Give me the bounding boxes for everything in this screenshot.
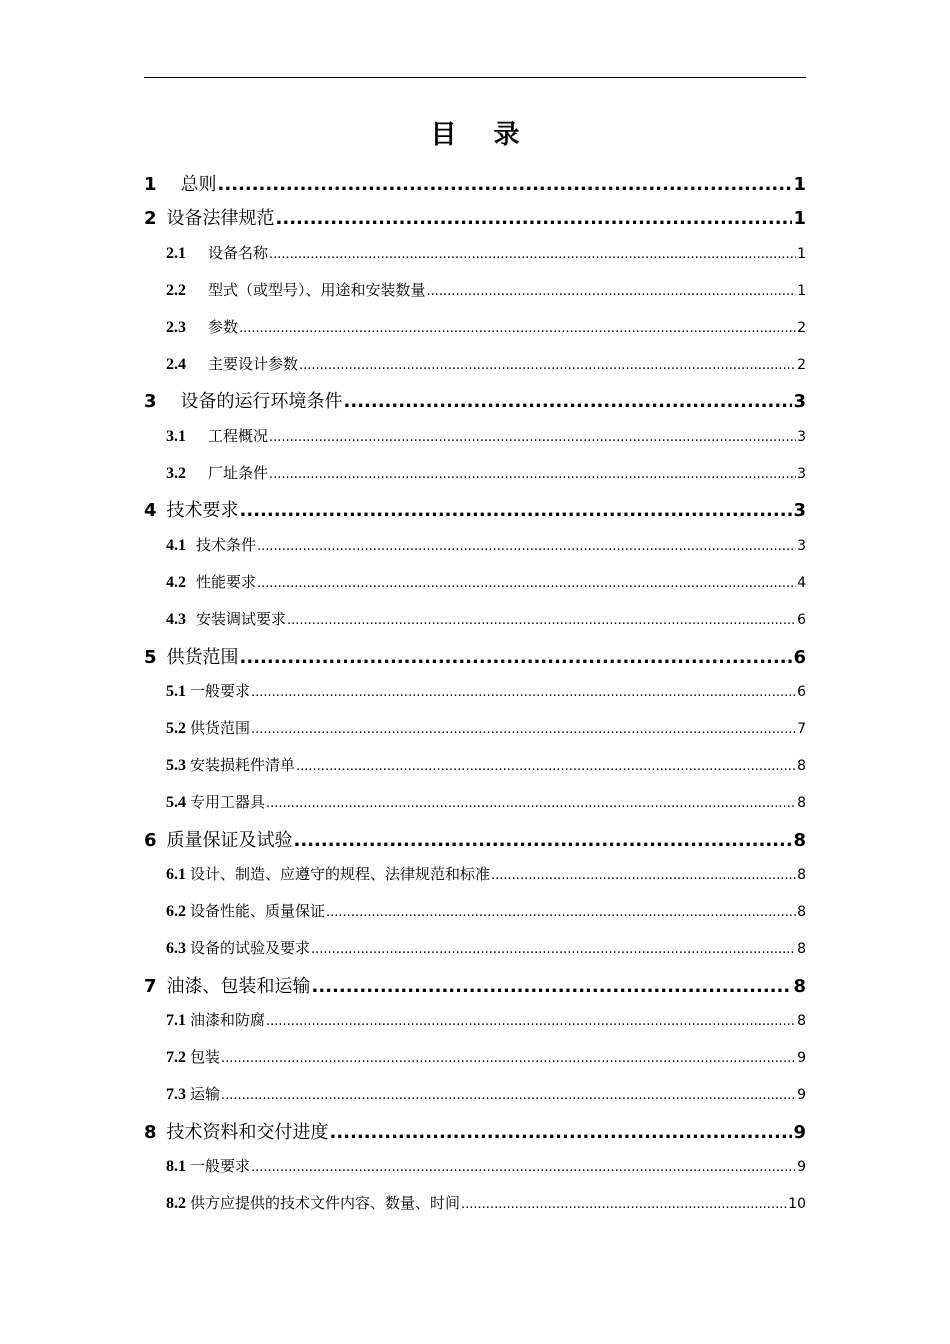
toc-dot-leader xyxy=(239,321,796,336)
toc-entry-number: 6.3 xyxy=(166,940,186,957)
toc-dot-leader xyxy=(344,391,793,412)
toc-entry-page-number: 9 xyxy=(797,1159,806,1175)
toc-entry-number: 2 xyxy=(144,208,157,229)
toc-entry-page-number: 3 xyxy=(793,391,806,412)
toc-dot-leader xyxy=(240,647,793,668)
toc-entry-page-number: 6 xyxy=(793,647,806,668)
toc-section-entry[interactable] xyxy=(166,863,806,884)
toc-section-entry[interactable] xyxy=(166,717,806,738)
toc-dot-leader xyxy=(427,284,797,299)
toc-entry-number: 3.1 xyxy=(166,428,186,445)
toc-entry-page-number: 9 xyxy=(793,1122,806,1143)
toc-title: 目 录 xyxy=(430,120,534,150)
toc-section-entry[interactable] xyxy=(166,1046,806,1067)
toc-chapter-entry[interactable] xyxy=(144,387,806,413)
toc-entry-number: 4.3 xyxy=(166,611,186,628)
toc-entry-number: 5.3 xyxy=(166,757,186,774)
toc-entry-page-number: 6 xyxy=(797,684,806,700)
toc-section-entry[interactable] xyxy=(166,242,806,263)
toc-dot-leader xyxy=(269,430,796,445)
toc-section-entry[interactable] xyxy=(166,680,806,701)
toc-entry-page-number: 8 xyxy=(797,904,806,920)
toc-entry-number: 6.1 xyxy=(166,866,186,883)
toc-section-entry[interactable] xyxy=(166,608,806,629)
toc-entry-title: 主要设计参数 xyxy=(208,355,299,373)
toc-dot-leader xyxy=(276,208,793,229)
toc-section-entry[interactable] xyxy=(166,279,806,300)
toc-entry-title: 设备法律规范 xyxy=(166,208,275,229)
toc-chapter-entry[interactable] xyxy=(144,972,806,998)
toc-chapter-entry[interactable] xyxy=(144,1118,806,1144)
toc-entry-page-number: 9 xyxy=(797,1087,806,1103)
toc-dot-leader xyxy=(251,1160,796,1175)
toc-entry-page-number: 8 xyxy=(797,941,806,957)
toc-entry-page-number: 7 xyxy=(797,721,806,737)
toc-entry-page-number: 2 xyxy=(797,320,806,336)
toc-dot-leader xyxy=(312,976,793,997)
toc-entry-title: 设计、制造、应遵守的规程、法律规范和标准 xyxy=(190,865,491,883)
toc-dot-leader xyxy=(330,1122,793,1143)
toc-entry-page-number: 9 xyxy=(797,1050,806,1066)
toc-dot-leader xyxy=(266,1014,796,1029)
toc-entry-page-number: 1 xyxy=(797,283,806,299)
toc-dot-leader xyxy=(221,1088,796,1103)
toc-entry-number: 3.2 xyxy=(166,465,186,482)
toc-entry-page-number: 3 xyxy=(797,466,806,482)
header-rule xyxy=(144,77,806,78)
toc-entry-number: 5.4 xyxy=(166,794,186,811)
toc-entry-title: 质量保证及试验 xyxy=(166,830,293,851)
toc-entry-number: 7.1 xyxy=(166,1012,186,1029)
toc-entry-page-number: 1 xyxy=(797,246,806,262)
toc-entry-number: 7.3 xyxy=(166,1086,186,1103)
toc-entry-title: 设备的试验及要求 xyxy=(190,939,311,957)
toc-entry-number: 2.1 xyxy=(166,245,186,262)
toc-entry-page-number: 8 xyxy=(797,758,806,774)
toc-entry-number: 7.2 xyxy=(166,1049,186,1066)
toc-entry-page-number: 1 xyxy=(793,208,806,229)
toc-chapter-entry[interactable] xyxy=(144,826,806,852)
toc-entry-number: 7 xyxy=(144,976,157,997)
toc-entry-title: 油漆和防腐 xyxy=(190,1011,266,1029)
toc-entry-page-number: 4 xyxy=(797,575,806,591)
toc-dot-leader xyxy=(269,247,796,262)
toc-section-entry[interactable] xyxy=(166,1192,806,1213)
toc-entry-page-number: 6 xyxy=(797,612,806,628)
toc-entry-title: 一般要求 xyxy=(190,682,251,700)
toc-section-entry[interactable] xyxy=(166,1009,806,1030)
toc-dot-leader xyxy=(251,685,796,700)
toc-entry-page-number: 8 xyxy=(793,830,806,851)
toc-entry-title: 供货范围 xyxy=(166,647,239,668)
toc-entry-number: 2.4 xyxy=(166,356,186,373)
toc-entry-number: 4.1 xyxy=(166,537,186,554)
toc-section-entry[interactable] xyxy=(166,353,806,374)
toc-section-entry[interactable] xyxy=(166,571,806,592)
toc-dot-leader xyxy=(221,1051,796,1066)
toc-entry-number: 8.1 xyxy=(166,1158,186,1175)
toc-entry-number: 2.3 xyxy=(166,319,186,336)
toc-section-entry[interactable] xyxy=(166,1083,806,1104)
toc-chapter-entry[interactable] xyxy=(144,170,806,196)
toc-section-entry[interactable] xyxy=(166,900,806,921)
toc-entry-number: 5.1 xyxy=(166,683,186,700)
toc-entry-page-number: 8 xyxy=(797,1013,806,1029)
toc-section-entry[interactable] xyxy=(166,754,806,775)
toc-entry-page-number: 3 xyxy=(793,500,806,521)
toc-entry-title: 油漆、包装和运输 xyxy=(166,976,311,997)
toc-entry-title: 一般要求 xyxy=(190,1157,251,1175)
toc-entry-page-number: 8 xyxy=(797,795,806,811)
toc-chapter-entry[interactable] xyxy=(144,204,806,230)
toc-entry-title: 参数 xyxy=(208,318,239,336)
toc-entry-title: 包装 xyxy=(190,1048,221,1066)
toc-dot-leader xyxy=(269,467,796,482)
toc-entry-page-number: 1 xyxy=(793,174,806,195)
toc-section-entry[interactable] xyxy=(166,937,806,958)
toc-entry-title: 设备的运行环境条件 xyxy=(180,391,343,412)
toc-entry-title: 技术资料和交付进度 xyxy=(166,1122,329,1143)
toc-dot-leader xyxy=(218,174,793,195)
toc-entry-page-number: 8 xyxy=(793,976,806,997)
toc-entry-number: 8 xyxy=(144,1122,157,1143)
toc-section-entry[interactable] xyxy=(166,316,806,337)
toc-entry-title: 技术要求 xyxy=(166,500,239,521)
toc-entry-title: 工程概况 xyxy=(208,427,269,445)
toc-dot-leader xyxy=(240,500,793,521)
toc-entry-number: 6.2 xyxy=(166,903,186,920)
toc-dot-leader xyxy=(326,905,796,920)
toc-entry-title: 安装损耗件清单 xyxy=(190,756,296,774)
toc-entry-page-number: 2 xyxy=(797,357,806,373)
toc-dot-leader xyxy=(266,796,796,811)
toc-dot-leader xyxy=(257,576,796,591)
toc-chapter-entry[interactable] xyxy=(144,496,806,522)
toc-entry-page-number: 3 xyxy=(797,538,806,554)
toc-section-entry[interactable] xyxy=(166,534,806,555)
toc-entry-number: 2.2 xyxy=(166,282,186,299)
toc-entry-number: 3 xyxy=(144,391,157,412)
toc-section-entry[interactable] xyxy=(166,425,806,446)
toc-entry-page-number: 10 xyxy=(788,1196,806,1212)
toc-entry-number: 4 xyxy=(144,500,157,521)
toc-dot-leader xyxy=(461,1197,787,1212)
toc-dot-leader xyxy=(251,722,796,737)
toc-entry-title: 技术条件 xyxy=(196,536,257,554)
toc-entry-page-number: 3 xyxy=(797,429,806,445)
toc-dot-leader xyxy=(299,358,796,373)
toc-entry-number: 5 xyxy=(144,647,157,668)
toc-dot-leader xyxy=(491,868,796,883)
toc-dot-leader xyxy=(294,830,793,851)
toc-entry-title: 型式（或型号）、用途和安装数量 xyxy=(208,281,426,299)
toc-entry-title: 安装调试要求 xyxy=(196,610,287,628)
toc-entry-page-number: 8 xyxy=(797,867,806,883)
toc-entry-number: 6 xyxy=(144,830,157,851)
toc-entry-number: 5.2 xyxy=(166,720,186,737)
toc-dot-leader xyxy=(287,613,796,628)
toc-entry-title: 专用工器具 xyxy=(190,793,266,811)
toc-entry-number: 8.2 xyxy=(166,1195,186,1212)
toc-entry-title: 设备名称 xyxy=(208,244,269,262)
toc-chapter-entry[interactable] xyxy=(144,643,806,669)
toc-entry-number: 1 xyxy=(144,174,157,195)
toc-entry-title: 设备性能、质量保证 xyxy=(190,902,326,920)
toc-entry-number: 4.2 xyxy=(166,574,186,591)
toc-entry-title: 运输 xyxy=(190,1085,221,1103)
toc-entry-title: 供方应提供的技术文件内容、数量、时间 xyxy=(190,1194,461,1212)
toc-section-entry[interactable] xyxy=(166,462,806,483)
toc-entry-title: 性能要求 xyxy=(196,573,257,591)
toc-entry-title: 总则 xyxy=(180,174,217,195)
toc-dot-leader xyxy=(296,759,796,774)
toc-dot-leader xyxy=(257,539,796,554)
toc-section-entry[interactable] xyxy=(166,1155,806,1176)
toc-entry-title: 厂址条件 xyxy=(208,464,269,482)
toc-dot-leader xyxy=(311,942,796,957)
toc-entry-title: 供货范围 xyxy=(190,719,251,737)
toc-section-entry[interactable] xyxy=(166,791,806,812)
